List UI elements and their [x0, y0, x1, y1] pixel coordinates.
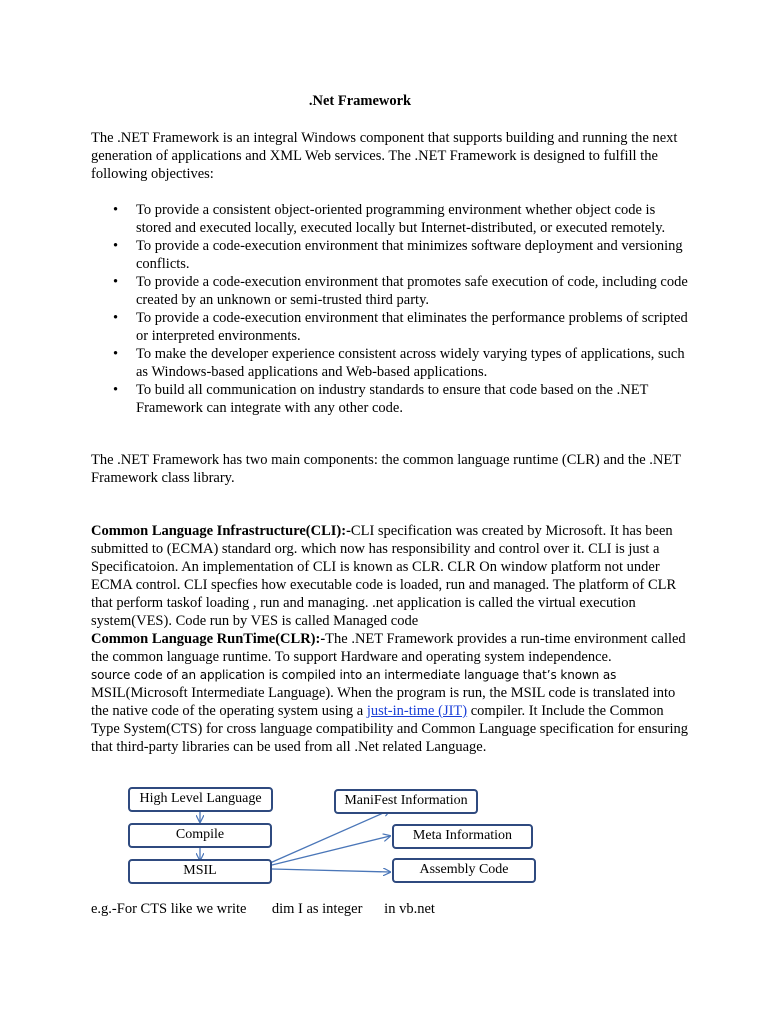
- cli-paragraph: [91, 522, 691, 630]
- clr-paragraph: [91, 630, 691, 756]
- clr-heading: Common Language RunTime(CLR):-: [91, 631, 326, 647]
- cli-heading: Common Language Infrastructure(CLI):-: [91, 523, 351, 539]
- example-line: e.g.-For CTS like we write dim I as integer in vb.net: [91, 901, 435, 917]
- box-high-level-language: High Level Language: [128, 787, 273, 812]
- list-item: • To make the developer experience consistent across widely varying types of applications, such as Windows-based applications and Web-based applications.: [113, 346, 685, 380]
- components-paragraph: The .NET Framework has two main components: the common language runtime (CLR) and the .NET Framework class library.: [91, 452, 681, 486]
- arrow-msil-to-assembly: [272, 869, 390, 872]
- compilation-diagram: [0, 780, 768, 890]
- bullet-icon: •: [113, 238, 119, 254]
- bullet-icon: •: [113, 310, 119, 326]
- clr-mono-line: source code of an application is compiled into an intermediate language that’s known as: [91, 668, 617, 682]
- bullet-icon: •: [113, 382, 119, 398]
- list-item: • To build all communication on industry standards to ensure that code based on the .NET Framework can integrate with any other code.: [113, 382, 649, 416]
- objectives-list: [91, 201, 691, 417]
- cli-body: CLI specification was created by Microsoft. It has been submitted to (ECMA) standard org. which now has responsibility and control over it. CLI is just a Specificatoion. An implementation of CLI is known as CLR. CLR On window platform not under ECMA control. CLI specfies how executable code is loaded, run and managed. The platform of CLR that perform taskof loading , run and managing. .net application is called the virtual execution system(VES). Code run by VES is called Managed code: [91, 523, 677, 629]
- box-meta-information: Meta Information: [392, 824, 533, 849]
- list-item: • To provide a consistent object-oriented programming environment whether object code is stored and executed locally, executed locally but Internet-distributed, or executed remotely.: [113, 202, 666, 236]
- intro-paragraph: The .NET Framework is an integral Windows component that supports building and running the next generation of applications and XML Web services. The .NET Framework is designed to fulfill the following objectives:: [91, 130, 678, 182]
- bullet-icon: •: [113, 274, 119, 290]
- jit-link[interactable]: just-in-time (JIT): [366, 703, 468, 719]
- box-msil: MSIL: [128, 859, 272, 884]
- list-item: • To provide a code-execution environment that minimizes software deployment and versioning conflicts.: [113, 238, 683, 272]
- box-assembly-code: Assembly Code: [392, 858, 536, 883]
- box-compile: Compile: [128, 823, 272, 848]
- bullet-icon: •: [113, 346, 119, 362]
- arrow-msil-to-meta: [272, 836, 390, 865]
- bullet-icon: •: [113, 202, 119, 218]
- page-title: .Net Framework: [308, 93, 412, 109]
- list-item: • To provide a code-execution environment that promotes safe execution of code, including code created by an unknown or semi-trusted third party.: [113, 274, 688, 308]
- arrow-msil-to-manifest: [270, 810, 390, 863]
- box-manifest-information: ManiFest Information: [334, 789, 478, 814]
- list-item: • To provide a code-execution environment that eliminates the performance problems of scripted or interpreted environments.: [113, 310, 688, 344]
- clr-body-2: MSIL(Microsoft Intermediate Language). When the program is run, the MSIL code is translated into the native code of the operating system using a: [91, 685, 676, 719]
- clr-body-3: compiler. It Include the Common Type System(CTS) for cross language compatibility and Common Language specification for ensuring that third-party libraries can be used from all .Net related Language.: [91, 703, 688, 755]
- clr-body-1: The .NET Framework provides a run-time environment called the common language runtime. To support Hardware and operating system independence.: [91, 631, 686, 665]
